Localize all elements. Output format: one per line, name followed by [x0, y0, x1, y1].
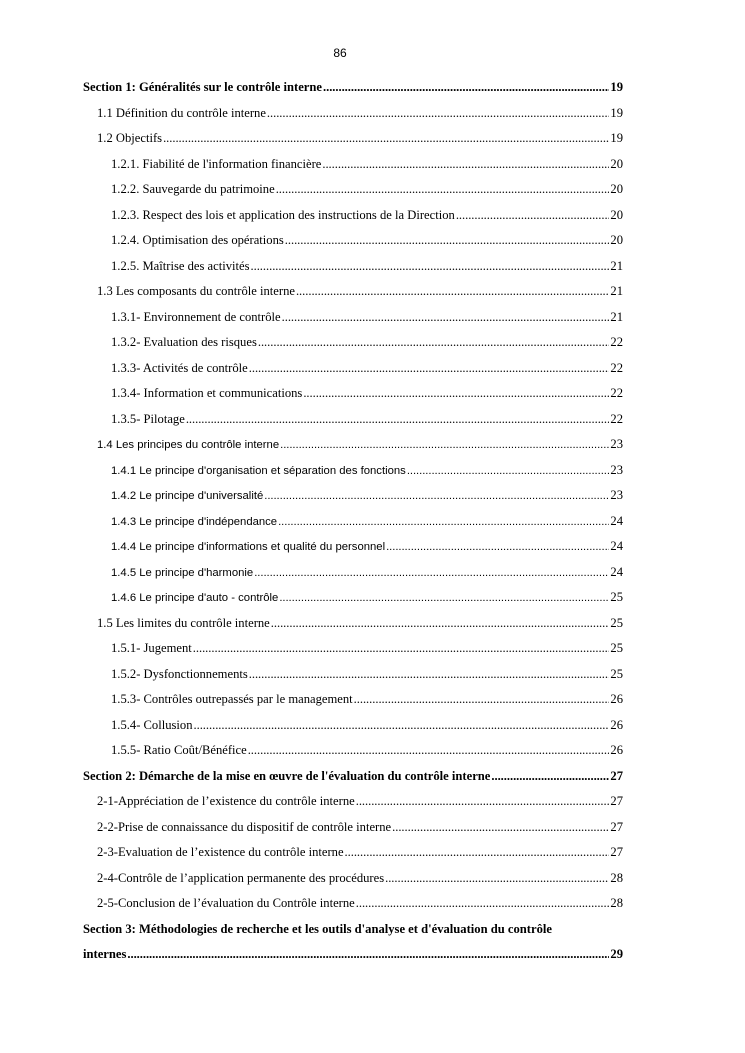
toc-entry-text: 1.4.4 Le principe d'informations et qualité du personnel: [111, 541, 386, 553]
toc-entry-page: 19: [610, 105, 623, 120]
toc-entry-text: 2-1-Appréciation de l’existence du contrôle interne: [97, 794, 355, 808]
toc-entry-text: 1.2.4. Optimisation des opérations: [111, 233, 284, 247]
dot-leader: [251, 259, 610, 273]
toc-entry-page: 22: [610, 360, 623, 375]
toc-entry-1-3-5[interactable]: [83, 412, 623, 438]
toc-entry-page: 27: [610, 845, 623, 859]
dot-leader: [296, 284, 609, 298]
toc-entry-1-2-1[interactable]: [83, 157, 623, 183]
toc-entry-1-3-1[interactable]: [83, 310, 623, 336]
toc-entry-text: 1.5.2- Dysfonctionnements: [111, 666, 248, 681]
toc-entry-page: 27: [610, 768, 623, 783]
dot-leader: [163, 131, 609, 145]
toc-entry-page: 23: [610, 488, 623, 502]
dot-leader: [280, 438, 609, 452]
toc-entry-1-2[interactable]: [83, 131, 623, 157]
toc-entry-text: 1.5.1- Jugement: [111, 641, 192, 655]
dot-leader: [356, 896, 610, 910]
toc-entry-text: 1.4.3 Le principe d'indépendance: [111, 515, 278, 528]
toc-entry-1-3-4[interactable]: [83, 386, 623, 412]
toc-entry-page: 20: [610, 233, 623, 247]
toc-entry-text: 1.2 Objectifs: [97, 131, 163, 145]
toc-entry-page: 25: [610, 590, 623, 604]
toc-entry-page: 24: [610, 513, 623, 528]
toc-entry-1-3-3[interactable]: [83, 361, 623, 387]
dot-leader: [193, 641, 610, 655]
toc-entry-page: 26: [610, 717, 623, 732]
toc-entry-page: 25: [610, 666, 623, 681]
toc-entry-1-4[interactable]: [83, 437, 623, 463]
toc-entry-page: 19: [610, 80, 623, 94]
dot-leader: [356, 794, 610, 808]
toc-entry-1-4-1[interactable]: [83, 463, 623, 489]
toc-entry-text: 1.4.5 Le principe d'harmonie: [111, 566, 254, 579]
toc-entry-page: 26: [610, 743, 623, 757]
toc-entry-page: 21: [610, 309, 623, 324]
dot-leader: [127, 947, 609, 961]
toc-entry-section-1[interactable]: [83, 80, 623, 106]
toc-entry-section-3-line-1[interactable]: [83, 922, 623, 948]
toc-entry-text: 1.3.1- Environnement de contrôle: [111, 309, 281, 324]
toc-entry-page: 21: [610, 258, 623, 273]
toc-entry-text: 1.3.3- Activités de contrôle: [111, 360, 248, 375]
dot-leader: [303, 386, 609, 400]
dot-leader: [345, 845, 610, 859]
toc-entry-2-2[interactable]: [83, 820, 623, 846]
dot-leader: [282, 310, 610, 324]
dot-leader: [276, 182, 610, 196]
toc-entry-1-4-2[interactable]: [83, 488, 623, 514]
dot-leader: [278, 515, 609, 529]
dot-leader: [258, 335, 610, 349]
toc-entry-text: 1.4 Les principes du contrôle interne: [97, 439, 280, 451]
toc-entry-page: 23: [610, 437, 623, 451]
toc-entry-2-1[interactable]: [83, 794, 623, 820]
toc-entry-text: Section 2: Démarche de la mise en œuvre de l'évaluation du contrôle interne: [83, 768, 491, 783]
toc-entry-1-2-2[interactable]: [83, 182, 623, 208]
toc-entry-page: 24: [610, 539, 623, 553]
toc-entry-page: 21: [610, 284, 623, 298]
toc-entry-1-4-5[interactable]: [83, 565, 623, 591]
toc-entry-1-3-2[interactable]: [83, 335, 623, 361]
toc-entry-1-4-4[interactable]: [83, 539, 623, 565]
toc-entry-section-2[interactable]: [83, 769, 623, 795]
toc-entry-text: 1.2.1. Fiabilité de l'information financière: [111, 156, 322, 171]
toc-entry-2-5[interactable]: [83, 896, 623, 922]
toc-entry-section-3[interactable]: [83, 947, 623, 973]
toc-entry-page: 26: [610, 692, 623, 706]
toc-entry-text: 2-3-Evaluation de l’existence du contrôle interne: [97, 845, 344, 859]
toc-entry-page: 28: [610, 896, 623, 910]
dot-leader: [322, 157, 609, 171]
toc-entry-text: 1.2.3. Respect des lois et application des instructions de la Direction: [111, 207, 455, 222]
toc-entry-1-2-5[interactable]: [83, 259, 623, 285]
toc-entry-2-3[interactable]: [83, 845, 623, 871]
toc-entry-text: 1.3.4- Information et communications: [111, 386, 303, 400]
toc-entry-page: 23: [610, 462, 623, 477]
dot-leader: [354, 692, 610, 706]
toc-entry-text: Section 3: Méthodologies de recherche et les outils d'analyse et d'évaluation du contrôle: [83, 921, 552, 936]
toc-entry-page: 20: [610, 182, 623, 196]
toc-entry-1-5-1[interactable]: [83, 641, 623, 667]
toc-entry-page: 24: [610, 564, 623, 579]
toc-entry-1-3[interactable]: [83, 284, 623, 310]
toc-entry-text: 1.4.1 Le principe d'organisation et séparation des fonctions: [111, 464, 406, 477]
toc-entry-page: 22: [610, 411, 623, 426]
toc-entry-1-2-4[interactable]: [83, 233, 623, 259]
toc-entry-1-5-3[interactable]: [83, 692, 623, 718]
toc-entry-page: 22: [610, 335, 623, 349]
toc-entry-page: 20: [610, 207, 623, 222]
toc-entry-text: 1.3.5- Pilotage: [111, 411, 185, 426]
dot-leader: [249, 361, 610, 375]
toc-entry-1-5-5[interactable]: [83, 743, 623, 769]
dot-leader: [186, 412, 610, 426]
dot-leader: [491, 769, 609, 783]
dot-leader: [271, 616, 610, 630]
toc-entry-text: 1.5.4- Collusion: [111, 717, 193, 732]
toc-entry-1-1[interactable]: [83, 106, 623, 132]
toc-entry-text: Section 1: Généralités sur le contrôle interne: [83, 80, 322, 94]
toc-entry-text: 2-4-Contrôle de l’application permanente des procédures: [97, 870, 385, 885]
toc-entry-page: 27: [610, 819, 623, 834]
dot-leader: [267, 106, 609, 120]
toc-entry-text: 1.1 Définition du contrôle interne: [97, 105, 266, 120]
toc-entry-page: 29: [610, 947, 623, 961]
dot-leader: [248, 743, 610, 757]
page-number: 86: [333, 46, 347, 60]
toc-entry-page: 19: [610, 131, 623, 145]
toc-entry-1-4-6[interactable]: [83, 590, 623, 616]
dot-leader: [285, 233, 610, 247]
toc-entry-1-5-4[interactable]: [83, 718, 623, 744]
dot-leader: [392, 820, 609, 834]
toc-entry-1-5-2[interactable]: [83, 667, 623, 693]
toc-entry-1-2-3[interactable]: [83, 208, 623, 234]
table-of-contents: [83, 80, 623, 973]
toc-entry-page: 27: [610, 794, 623, 808]
toc-entry-page: 20: [610, 156, 623, 171]
dot-leader: [407, 464, 610, 478]
toc-entry-1-5[interactable]: [83, 616, 623, 642]
dot-leader: [254, 566, 609, 580]
toc-entry-text: 1.2.5. Maîtrise des activités: [111, 258, 250, 273]
toc-entry-text: 1.5.5- Ratio Coût/Bénéfice: [111, 743, 247, 757]
toc-entry-2-4[interactable]: [83, 871, 623, 897]
toc-entry-1-4-3[interactable]: [83, 514, 623, 540]
dot-leader: [264, 489, 609, 503]
toc-entry-text: 1.4.2 Le principe d'universalité: [111, 490, 264, 502]
toc-entry-page: 25: [610, 641, 623, 655]
toc-entry-text: 1.4.6 Le principe d'auto - contrôle: [111, 592, 279, 604]
toc-entry-text: 2-2-Prise de connaissance du dispositif de contrôle interne: [97, 819, 392, 834]
toc-entry-text: 1.5.3- Contrôles outrepassés par le management: [111, 692, 353, 706]
dot-leader: [456, 208, 610, 222]
dot-leader: [279, 591, 609, 605]
toc-entry-text: 1.3.2- Evaluation des risques: [111, 335, 257, 349]
toc-entry-text: 1.5 Les limites du contrôle interne: [97, 615, 270, 630]
toc-entry-text: 1.3 Les composants du contrôle interne: [97, 284, 295, 298]
dot-leader: [386, 540, 609, 554]
toc-entry-page: 22: [610, 386, 623, 400]
toc-entry-text-cont: internes: [83, 947, 127, 961]
dot-leader: [385, 871, 609, 885]
toc-entry-page: 25: [610, 615, 623, 630]
toc-entry-text: 2-5-Conclusion de l’évaluation du Contrôle interne: [97, 896, 355, 910]
dot-leader: [249, 667, 610, 681]
toc-entry-text: 1.2.2. Sauvegarde du patrimoine: [111, 182, 275, 196]
dot-leader: [323, 80, 609, 94]
toc-entry-page: 28: [610, 870, 623, 885]
dot-leader: [194, 718, 610, 732]
